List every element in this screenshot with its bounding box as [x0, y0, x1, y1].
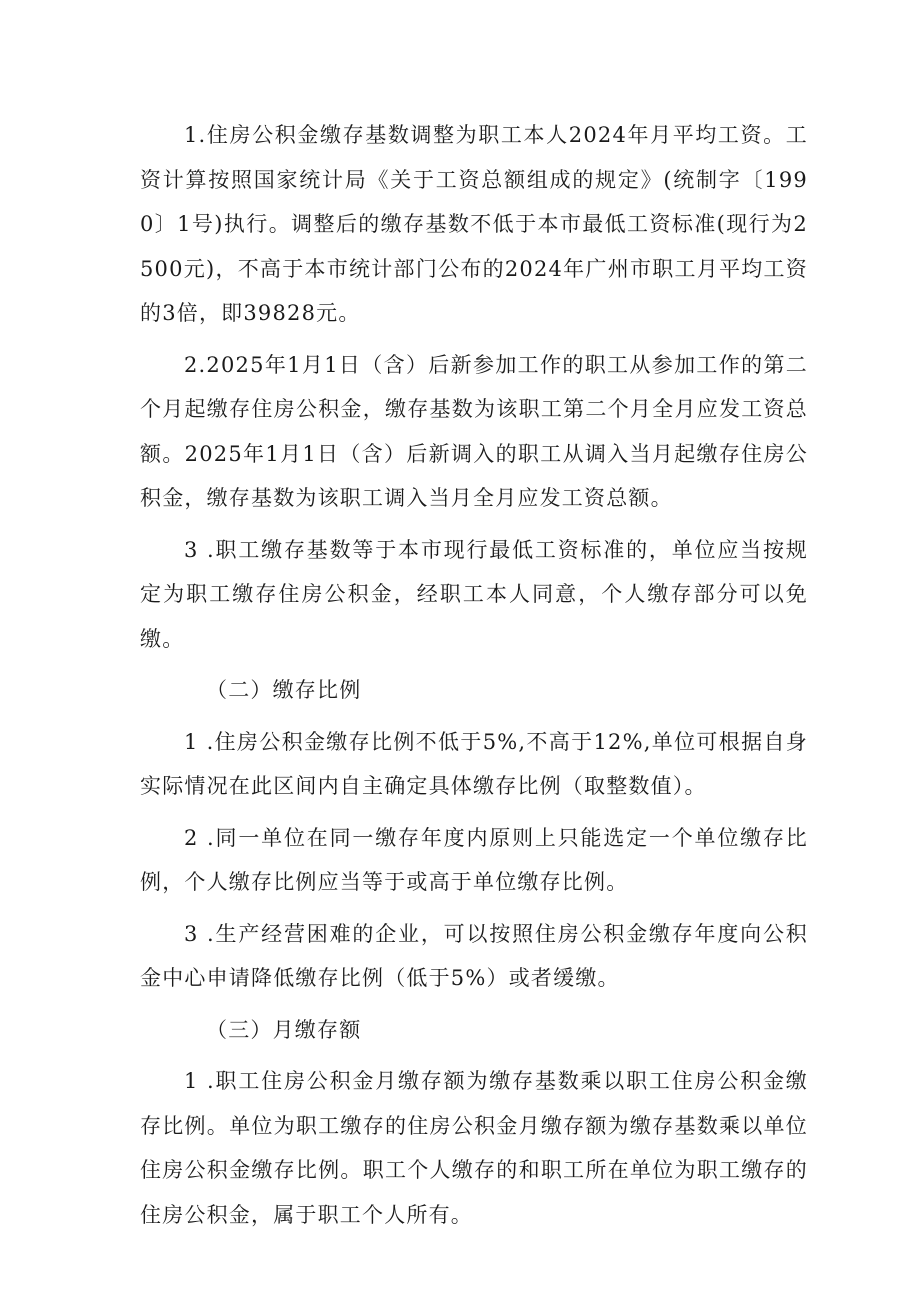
paragraph-ratio-same-year: 2 .同一单位在同一缴存年度内原则上只能选定一个单位缴存比例，个人缴存比例应当等于或高于单位缴存比例。 [140, 825, 808, 894]
paragraph-ratio-range: 1 .住房公积金缴存比例不低于5%,不高于12%,单位可根据自身实际情况在此区间内自主确定具体缴存比例（取整数值）。 [140, 729, 808, 798]
paragraph-ratio-hardship: 3 .生产经营困难的企业，可以按照住房公积金缴存年度向公积金中心申请降低缴存比例（低于5%）或者缓缴。 [140, 921, 808, 990]
section-heading-contribution-ratio: （二）缴存比例 [206, 678, 362, 702]
section-heading-monthly-amount: （三）月缴存额 [206, 1017, 362, 1042]
document-body [140, 113, 808, 1244]
paragraph-monthly-amount: 1 .职工住房公积金月缴存额为缴存基数乘以职工住房公积金缴存比例。单位为职工缴存的住房公积金月缴存额为缴存基数乘以单位住房公积金缴存比例。职工个人缴存的和职工所在单位为职工缴存的住房公积金，属于职工个人所有。 [140, 1069, 808, 1227]
paragraph-base-adjustment: 1.住房公积金缴存基数调整为职工本人2024年月平均工资。工资计算按照国家统计局《关于工资总额组成的规定》(统制字〔1990〕1号)执行。调整后的缴存基数不低于本市最低工资标准(现行为2500元)，不高于本市统计部门公布的2024年广州市职工月平均工资的3倍，即39828元。 [140, 123, 808, 325]
paragraph-new-employees: 2.2025年1月1日（含）后新参加工作的职工从参加工作的第二个月起缴存住房公积金，缴存基数为该职工第二个月全月应发工资总额。2025年1月1日（含）后新调入的职工从调入当月起缴存住房公积金，缴存基数为该职工调入当月全月应发工资总额。 [140, 352, 808, 510]
paragraph-minimum-wage: 3 .职工缴存基数等于本市现行最低工资标准的，单位应当按规定为职工缴存住房公积金，经职工本人同意，个人缴存部分可以免缴。 [140, 537, 808, 651]
